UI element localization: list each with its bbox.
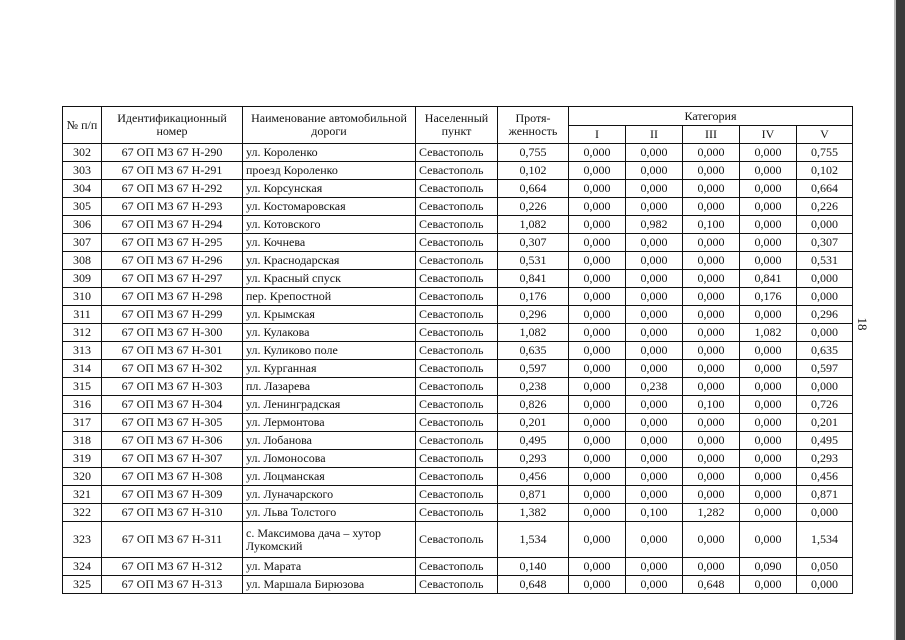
road-id: 67 ОП МЗ 67 Н-308 (102, 468, 243, 486)
category-1-value: 0,000 (569, 414, 626, 432)
header-num: № п/п (63, 107, 102, 144)
category-3-value: 0,000 (683, 360, 740, 378)
category-1-value: 0,000 (569, 360, 626, 378)
header-cat-1: I (569, 126, 626, 144)
category-5-value: 0,726 (797, 396, 853, 414)
category-4-value: 0,000 (740, 522, 797, 558)
category-5-value: 0,495 (797, 432, 853, 450)
category-5-value: 0,000 (797, 504, 853, 522)
category-5-value: 0,050 (797, 558, 853, 576)
header-cat-5: V (797, 126, 853, 144)
road-name: ул. Куликово поле (243, 342, 416, 360)
road-id: 67 ОП МЗ 67 Н-310 (102, 504, 243, 522)
row-number: 320 (63, 468, 102, 486)
road-length: 0,841 (498, 270, 569, 288)
road-name: ул. Маршала Бирюзова (243, 576, 416, 594)
road-id: 67 ОП МЗ 67 Н-294 (102, 216, 243, 234)
road-length: 0,201 (498, 414, 569, 432)
table-row (63, 270, 853, 288)
category-1-value: 0,000 (569, 216, 626, 234)
category-2-value: 0,000 (626, 306, 683, 324)
category-5-value: 0,000 (797, 378, 853, 396)
settlement: Севастополь (416, 414, 498, 432)
category-1-value: 0,000 (569, 558, 626, 576)
category-5-value: 0,531 (797, 252, 853, 270)
road-name: ул. Краснодарская (243, 252, 416, 270)
table-row (63, 450, 853, 468)
settlement: Севастополь (416, 216, 498, 234)
road-length: 0,307 (498, 234, 569, 252)
settlement: Севастополь (416, 396, 498, 414)
table-row (63, 342, 853, 360)
category-5-value: 0,226 (797, 198, 853, 216)
category-4-value: 0,000 (740, 306, 797, 324)
category-1-value: 0,000 (569, 162, 626, 180)
header-cat-3: III (683, 126, 740, 144)
road-name: ул. Марата (243, 558, 416, 576)
settlement: Севастополь (416, 432, 498, 450)
category-5-value: 0,000 (797, 216, 853, 234)
category-5-value: 0,000 (797, 270, 853, 288)
category-1-value: 0,000 (569, 324, 626, 342)
header-id: Идентификационный номер (102, 107, 243, 144)
category-3-value: 0,000 (683, 288, 740, 306)
category-3-value: 0,000 (683, 162, 740, 180)
road-id: 67 ОП МЗ 67 Н-297 (102, 270, 243, 288)
road-id: 67 ОП МЗ 67 Н-293 (102, 198, 243, 216)
settlement: Севастополь (416, 306, 498, 324)
table-row (63, 414, 853, 432)
category-2-value: 0,000 (626, 288, 683, 306)
road-id: 67 ОП МЗ 67 Н-301 (102, 342, 243, 360)
table-row (63, 288, 853, 306)
table-row (63, 180, 853, 198)
category-2-value: 0,000 (626, 450, 683, 468)
header-category: Категория (569, 107, 853, 126)
category-4-value: 0,000 (740, 360, 797, 378)
road-name: ул. Луначарского (243, 486, 416, 504)
category-2-value: 0,000 (626, 198, 683, 216)
category-5-value: 0,456 (797, 468, 853, 486)
category-5-value: 0,755 (797, 144, 853, 162)
road-length: 0,456 (498, 468, 569, 486)
settlement: Севастополь (416, 378, 498, 396)
category-1-value: 0,000 (569, 432, 626, 450)
category-1-value: 0,000 (569, 252, 626, 270)
road-length: 0,296 (498, 306, 569, 324)
category-5-value: 0,000 (797, 576, 853, 594)
category-2-value: 0,000 (626, 468, 683, 486)
category-1-value: 0,000 (569, 522, 626, 558)
settlement: Севастополь (416, 360, 498, 378)
table-row (63, 378, 853, 396)
settlement: Севастополь (416, 468, 498, 486)
category-3-value: 0,000 (683, 558, 740, 576)
category-3-value: 0,000 (683, 180, 740, 198)
category-3-value: 0,000 (683, 270, 740, 288)
road-name: ул. Корсунская (243, 180, 416, 198)
category-3-value: 0,000 (683, 522, 740, 558)
road-register-table (62, 106, 853, 594)
category-2-value: 0,000 (626, 144, 683, 162)
road-length: 0,176 (498, 288, 569, 306)
table-row (63, 162, 853, 180)
row-number: 319 (63, 450, 102, 468)
road-id: 67 ОП МЗ 67 Н-305 (102, 414, 243, 432)
road-name: ул. Короленко (243, 144, 416, 162)
road-name: проезд Короленко (243, 162, 416, 180)
settlement: Севастополь (416, 522, 498, 558)
settlement: Севастополь (416, 576, 498, 594)
category-2-value: 0,000 (626, 486, 683, 504)
table-row (63, 234, 853, 252)
road-name: ул. Лоцманская (243, 468, 416, 486)
row-number: 310 (63, 288, 102, 306)
road-id: 67 ОП МЗ 67 Н-303 (102, 378, 243, 396)
category-2-value: 0,000 (626, 414, 683, 432)
header-cat-4: IV (740, 126, 797, 144)
category-2-value: 0,000 (626, 558, 683, 576)
category-3-value: 1,282 (683, 504, 740, 522)
road-id: 67 ОП МЗ 67 Н-312 (102, 558, 243, 576)
row-number: 325 (63, 576, 102, 594)
table-row (63, 396, 853, 414)
category-5-value: 0,296 (797, 306, 853, 324)
row-number: 306 (63, 216, 102, 234)
category-1-value: 0,000 (569, 486, 626, 504)
road-length: 1,082 (498, 216, 569, 234)
table-row (63, 216, 853, 234)
road-name: ул. Кочнева (243, 234, 416, 252)
category-4-value: 0,000 (740, 252, 797, 270)
road-length: 1,082 (498, 324, 569, 342)
category-5-value: 0,635 (797, 342, 853, 360)
row-number: 321 (63, 486, 102, 504)
category-5-value: 0,871 (797, 486, 853, 504)
category-4-value: 0,000 (740, 414, 797, 432)
road-id: 67 ОП МЗ 67 Н-309 (102, 486, 243, 504)
road-name: пер. Крепостной (243, 288, 416, 306)
row-number: 314 (63, 360, 102, 378)
road-length: 0,755 (498, 144, 569, 162)
category-4-value: 0,000 (740, 180, 797, 198)
category-3-value: 0,000 (683, 468, 740, 486)
road-length: 1,534 (498, 522, 569, 558)
table-body (63, 144, 853, 594)
settlement: Севастополь (416, 198, 498, 216)
header-name: Наименование автомобильной дороги (243, 107, 416, 144)
table-row (63, 252, 853, 270)
road-length: 0,293 (498, 450, 569, 468)
category-4-value: 0,000 (740, 486, 797, 504)
category-2-value: 0,000 (626, 432, 683, 450)
category-3-value: 0,000 (683, 234, 740, 252)
category-4-value: 0,000 (740, 162, 797, 180)
category-5-value: 0,000 (797, 324, 853, 342)
settlement: Севастополь (416, 486, 498, 504)
settlement: Севастополь (416, 162, 498, 180)
category-2-value: 0,000 (626, 234, 683, 252)
category-2-value: 0,000 (626, 324, 683, 342)
row-number: 305 (63, 198, 102, 216)
table-row (63, 198, 853, 216)
category-2-value: 0,000 (626, 180, 683, 198)
category-3-value: 0,100 (683, 396, 740, 414)
road-length: 0,238 (498, 378, 569, 396)
page-number: 18 (855, 317, 870, 331)
road-name: ул. Костомаровская (243, 198, 416, 216)
row-number: 303 (63, 162, 102, 180)
road-name: ул. Кулакова (243, 324, 416, 342)
table-row (63, 306, 853, 324)
row-number: 315 (63, 378, 102, 396)
row-number: 304 (63, 180, 102, 198)
road-id: 67 ОП МЗ 67 Н-299 (102, 306, 243, 324)
road-name: ул. Ленинградская (243, 396, 416, 414)
category-1-value: 0,000 (569, 180, 626, 198)
settlement: Севастополь (416, 324, 498, 342)
road-length: 0,826 (498, 396, 569, 414)
category-3-value: 0,000 (683, 414, 740, 432)
category-5-value: 0,201 (797, 414, 853, 432)
category-2-value: 0,000 (626, 252, 683, 270)
road-name: ул. Лермонтова (243, 414, 416, 432)
category-3-value: 0,000 (683, 342, 740, 360)
road-id: 67 ОП МЗ 67 Н-298 (102, 288, 243, 306)
category-2-value: 0,100 (626, 504, 683, 522)
category-2-value: 0,000 (626, 270, 683, 288)
category-1-value: 0,000 (569, 450, 626, 468)
row-number: 316 (63, 396, 102, 414)
header-length: Протя-женность (498, 107, 569, 144)
category-4-value: 0,000 (740, 432, 797, 450)
category-4-value: 0,000 (740, 378, 797, 396)
category-2-value: 0,000 (626, 522, 683, 558)
category-1-value: 0,000 (569, 144, 626, 162)
category-3-value: 0,000 (683, 432, 740, 450)
category-5-value: 0,000 (797, 288, 853, 306)
road-name: ул. Курганная (243, 360, 416, 378)
category-1-value: 0,000 (569, 378, 626, 396)
table-row (63, 468, 853, 486)
table-row (63, 486, 853, 504)
category-3-value: 0,000 (683, 450, 740, 468)
settlement: Севастополь (416, 504, 498, 522)
road-length: 0,635 (498, 342, 569, 360)
category-3-value: 0,000 (683, 198, 740, 216)
category-5-value: 1,534 (797, 522, 853, 558)
road-id: 67 ОП МЗ 67 Н-311 (102, 522, 243, 558)
road-id: 67 ОП МЗ 67 Н-295 (102, 234, 243, 252)
category-3-value: 0,000 (683, 378, 740, 396)
road-name: ул. Красный спуск (243, 270, 416, 288)
row-number: 311 (63, 306, 102, 324)
road-length: 0,664 (498, 180, 569, 198)
row-number: 313 (63, 342, 102, 360)
category-1-value: 0,000 (569, 396, 626, 414)
road-name: ул. Льва Толстого (243, 504, 416, 522)
row-number: 323 (63, 522, 102, 558)
category-4-value: 0,000 (740, 144, 797, 162)
category-4-value: 0,000 (740, 576, 797, 594)
category-5-value: 0,102 (797, 162, 853, 180)
table-row (63, 324, 853, 342)
header-cat-2: II (626, 126, 683, 144)
category-1-value: 0,000 (569, 198, 626, 216)
table-row (63, 558, 853, 576)
category-3-value: 0,000 (683, 324, 740, 342)
category-1-value: 0,000 (569, 270, 626, 288)
road-id: 67 ОП МЗ 67 Н-290 (102, 144, 243, 162)
header-city: Населенный пункт (416, 107, 498, 144)
table-row (63, 522, 853, 558)
category-4-value: 0,841 (740, 270, 797, 288)
category-4-value: 0,000 (740, 198, 797, 216)
category-1-value: 0,000 (569, 468, 626, 486)
category-1-value: 0,000 (569, 288, 626, 306)
road-length: 0,597 (498, 360, 569, 378)
category-3-value: 0,000 (683, 306, 740, 324)
road-id: 67 ОП МЗ 67 Н-304 (102, 396, 243, 414)
category-4-value: 0,000 (740, 468, 797, 486)
row-number: 308 (63, 252, 102, 270)
row-number: 312 (63, 324, 102, 342)
road-name: ул. Крымская (243, 306, 416, 324)
settlement: Севастополь (416, 234, 498, 252)
category-4-value: 0,000 (740, 396, 797, 414)
settlement: Севастополь (416, 270, 498, 288)
category-4-value: 0,000 (740, 342, 797, 360)
settlement: Севастополь (416, 252, 498, 270)
road-length: 0,648 (498, 576, 569, 594)
road-id: 67 ОП МЗ 67 Н-296 (102, 252, 243, 270)
category-1-value: 0,000 (569, 342, 626, 360)
category-5-value: 0,664 (797, 180, 853, 198)
road-id: 67 ОП МЗ 67 Н-291 (102, 162, 243, 180)
category-4-value: 1,082 (740, 324, 797, 342)
category-5-value: 0,597 (797, 360, 853, 378)
category-4-value: 0,000 (740, 216, 797, 234)
category-2-value: 0,982 (626, 216, 683, 234)
road-length: 0,226 (498, 198, 569, 216)
table-row (63, 504, 853, 522)
category-3-value: 0,000 (683, 486, 740, 504)
category-3-value: 0,648 (683, 576, 740, 594)
road-name: с. Максимова дача – хутор Лукомский (243, 522, 416, 558)
settlement: Севастополь (416, 558, 498, 576)
category-1-value: 0,000 (569, 234, 626, 252)
category-3-value: 0,000 (683, 252, 740, 270)
row-number: 324 (63, 558, 102, 576)
category-2-value: 0,000 (626, 576, 683, 594)
category-3-value: 0,000 (683, 144, 740, 162)
category-1-value: 0,000 (569, 306, 626, 324)
road-id: 67 ОП МЗ 67 Н-313 (102, 576, 243, 594)
table-row (63, 576, 853, 594)
road-name: ул. Лобанова (243, 432, 416, 450)
road-id: 67 ОП МЗ 67 Н-302 (102, 360, 243, 378)
category-2-value: 0,238 (626, 378, 683, 396)
table-row (63, 144, 853, 162)
settlement: Севастополь (416, 180, 498, 198)
road-name: пл. Лазарева (243, 378, 416, 396)
row-number: 309 (63, 270, 102, 288)
settlement: Севастополь (416, 342, 498, 360)
road-length: 0,871 (498, 486, 569, 504)
road-id: 67 ОП МЗ 67 Н-307 (102, 450, 243, 468)
category-1-value: 0,000 (569, 504, 626, 522)
category-2-value: 0,000 (626, 360, 683, 378)
page-edge-shadow (896, 0, 905, 640)
road-length: 0,531 (498, 252, 569, 270)
road-length: 0,495 (498, 432, 569, 450)
settlement: Севастополь (416, 144, 498, 162)
table-row (63, 432, 853, 450)
row-number: 322 (63, 504, 102, 522)
row-number: 307 (63, 234, 102, 252)
category-4-value: 0,000 (740, 504, 797, 522)
category-4-value: 0,176 (740, 288, 797, 306)
row-number: 318 (63, 432, 102, 450)
road-name: ул. Ломоносова (243, 450, 416, 468)
category-4-value: 0,090 (740, 558, 797, 576)
road-length: 1,382 (498, 504, 569, 522)
road-id: 67 ОП МЗ 67 Н-300 (102, 324, 243, 342)
category-5-value: 0,307 (797, 234, 853, 252)
road-name: ул. Котовского (243, 216, 416, 234)
category-5-value: 0,293 (797, 450, 853, 468)
category-4-value: 0,000 (740, 450, 797, 468)
settlement: Севастополь (416, 450, 498, 468)
category-1-value: 0,000 (569, 576, 626, 594)
row-number: 317 (63, 414, 102, 432)
road-id: 67 ОП МЗ 67 Н-306 (102, 432, 243, 450)
road-length: 0,140 (498, 558, 569, 576)
category-2-value: 0,000 (626, 342, 683, 360)
road-id: 67 ОП МЗ 67 Н-292 (102, 180, 243, 198)
category-4-value: 0,000 (740, 234, 797, 252)
row-number: 302 (63, 144, 102, 162)
road-length: 0,102 (498, 162, 569, 180)
category-2-value: 0,000 (626, 162, 683, 180)
category-3-value: 0,100 (683, 216, 740, 234)
settlement: Севастополь (416, 288, 498, 306)
category-2-value: 0,000 (626, 396, 683, 414)
table-row (63, 360, 853, 378)
